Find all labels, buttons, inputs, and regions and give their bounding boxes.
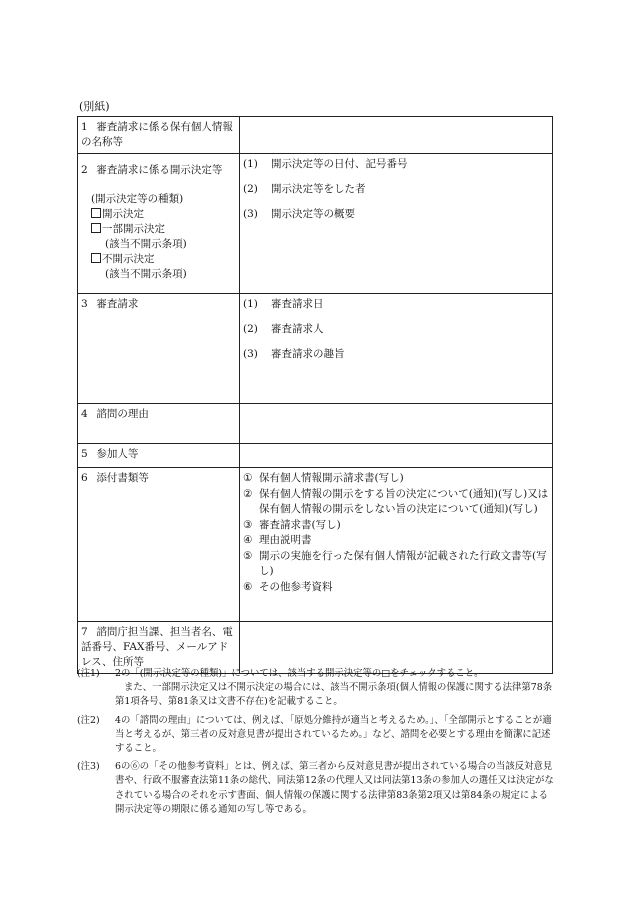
attachment-item: ② 保有個人情報の開示をする旨の決定について(通知)(写し)又は保有個人情報の開示をしない旨の決定について(通知)(写し) [243,487,549,515]
attachment-item: ① 保有個人情報開示請求書(写し) [243,472,404,484]
form-row-1 [78,117,553,154]
row-5-value-cell[interactable] [240,444,553,468]
row-4-label-cell [78,404,240,444]
note-1 [77,667,555,710]
row-3-number: 3 [81,298,88,310]
sheet-label: (別紙) [79,100,110,113]
note-1-continuation: また、一部開示決定又は不開示決定の場合には、該当不開示条項(個人情報の保護に関する法律第78条第1項各号、第81条又は文書不存在)を記載すること。 [115,682,553,708]
form-row-4 [78,404,553,444]
attachment-item: ⑤ 開示の実施を行った保有個人情報が記載された行政文書等(写し) [243,549,547,577]
attachment-item: ③ 審査請求書(写し) [243,518,341,531]
option-partial-disclosure[interactable]: 一部開示決定 [81,222,236,237]
row-1-value-cell[interactable] [240,117,553,154]
attachment-item: ④ 理由説明書 [243,534,312,546]
form-row-7 [78,622,553,674]
attachment-item: ⑥ その他参考資料 [243,580,333,593]
form-row-3 [78,294,553,404]
note-tag: (注1) [77,668,100,679]
form-row-5 [78,444,553,468]
row-2-item: (3) 開示決定等の概要 [243,208,355,220]
checkbox-icon[interactable] [91,223,101,233]
row-5-label-cell [78,444,240,468]
row-3-item: (2) 審査請求人 [243,323,324,335]
row-2-label: 審査請求に係る開示決定等 [96,164,223,176]
option-non-disclosure[interactable]: 不開示決定 [81,252,236,267]
disclosure-kind-heading: (開示決定等の種類) [91,193,184,205]
row-5-number: 5 [81,448,88,460]
note-3 [77,760,555,817]
note-3-paragraph: 6の⑥の「その他参考資料」とは、例えば、第三者から反対意見書が提出されている場合の当該反対意見書や、行政不服審査法第11条の総代、同法第12条の代理人又は同法第13条の参加人の選任又は決定がなされている場合のそれを示す書面、個人情報の保護に関する法律第83条第2項又は第84条の規定による開示決定等の期限に係る通知の写し等である。 [115,761,554,815]
checkbox-icon[interactable] [91,208,101,218]
row-5-label: 参加人等 [96,448,139,460]
option-full-disclosure[interactable]: 開示決定 [81,207,236,222]
note-2 [77,714,555,757]
row-3-label: 審査請求 [96,298,139,310]
non-disclosure-clause-note: (該当不開示条項) [105,268,187,280]
row-7-label: 諮問庁担当課、担当者名、電話番号、FAX番号、メールアドレス、住所等 [81,626,233,668]
note-tag: (注3) [77,761,100,773]
row-2-item: (1) 開示決定等の日付、記号番号 [243,158,408,170]
note-tag: (注2) [77,714,100,726]
row-2-item: (2) 開示決定等をした者 [243,183,366,195]
row-7-value-cell[interactable] [240,622,553,674]
row-3-item: (1) 審査請求日 [243,298,324,310]
row-3-label-cell [78,294,240,404]
row-1-label: 審査請求に係る保有個人情報の名称等 [81,121,233,148]
form-row-2 [78,154,553,294]
row-6-number: 6 [81,472,88,484]
notes-section [77,667,555,821]
row-4-value-cell[interactable] [240,404,553,444]
row-6-label-cell [78,468,240,622]
partial-clause-note: (該当不開示条項) [105,238,187,250]
row-4-label: 諮問の理由 [96,408,149,420]
row-2-value-cell [240,154,553,294]
row-2-number: 2 [81,164,88,176]
row-1-label-cell [78,117,240,154]
row-2-label-cell [78,154,240,294]
note-2-paragraph: 4の「諮問の理由」については、例えば、「原処分維持が適当と考えるため。」、「全部開示とすることが適当と考えるが、第三者の反対意見書が提出されているため。」など、諮問を必要とする理由を簡潔に記述すること。 [115,714,552,755]
row-7-label-cell [78,622,240,674]
checkbox-icon[interactable] [91,253,101,263]
form-row-6 [78,468,553,622]
referral-form-table [77,116,553,674]
row-3-value-cell [240,294,553,404]
row-7-number: 7 [81,626,88,638]
row-4-number: 4 [81,408,88,420]
row-6-label: 添付書類等 [96,472,149,484]
row-1-number: 1 [81,121,88,133]
row-3-item: (3) 審査請求の趣旨 [243,348,345,360]
note-1-paragraph: 2の「(開示決定等の種類)」については、該当する開示決定等の□をチェックすること。 [115,668,484,679]
row-6-value-cell [240,468,553,622]
